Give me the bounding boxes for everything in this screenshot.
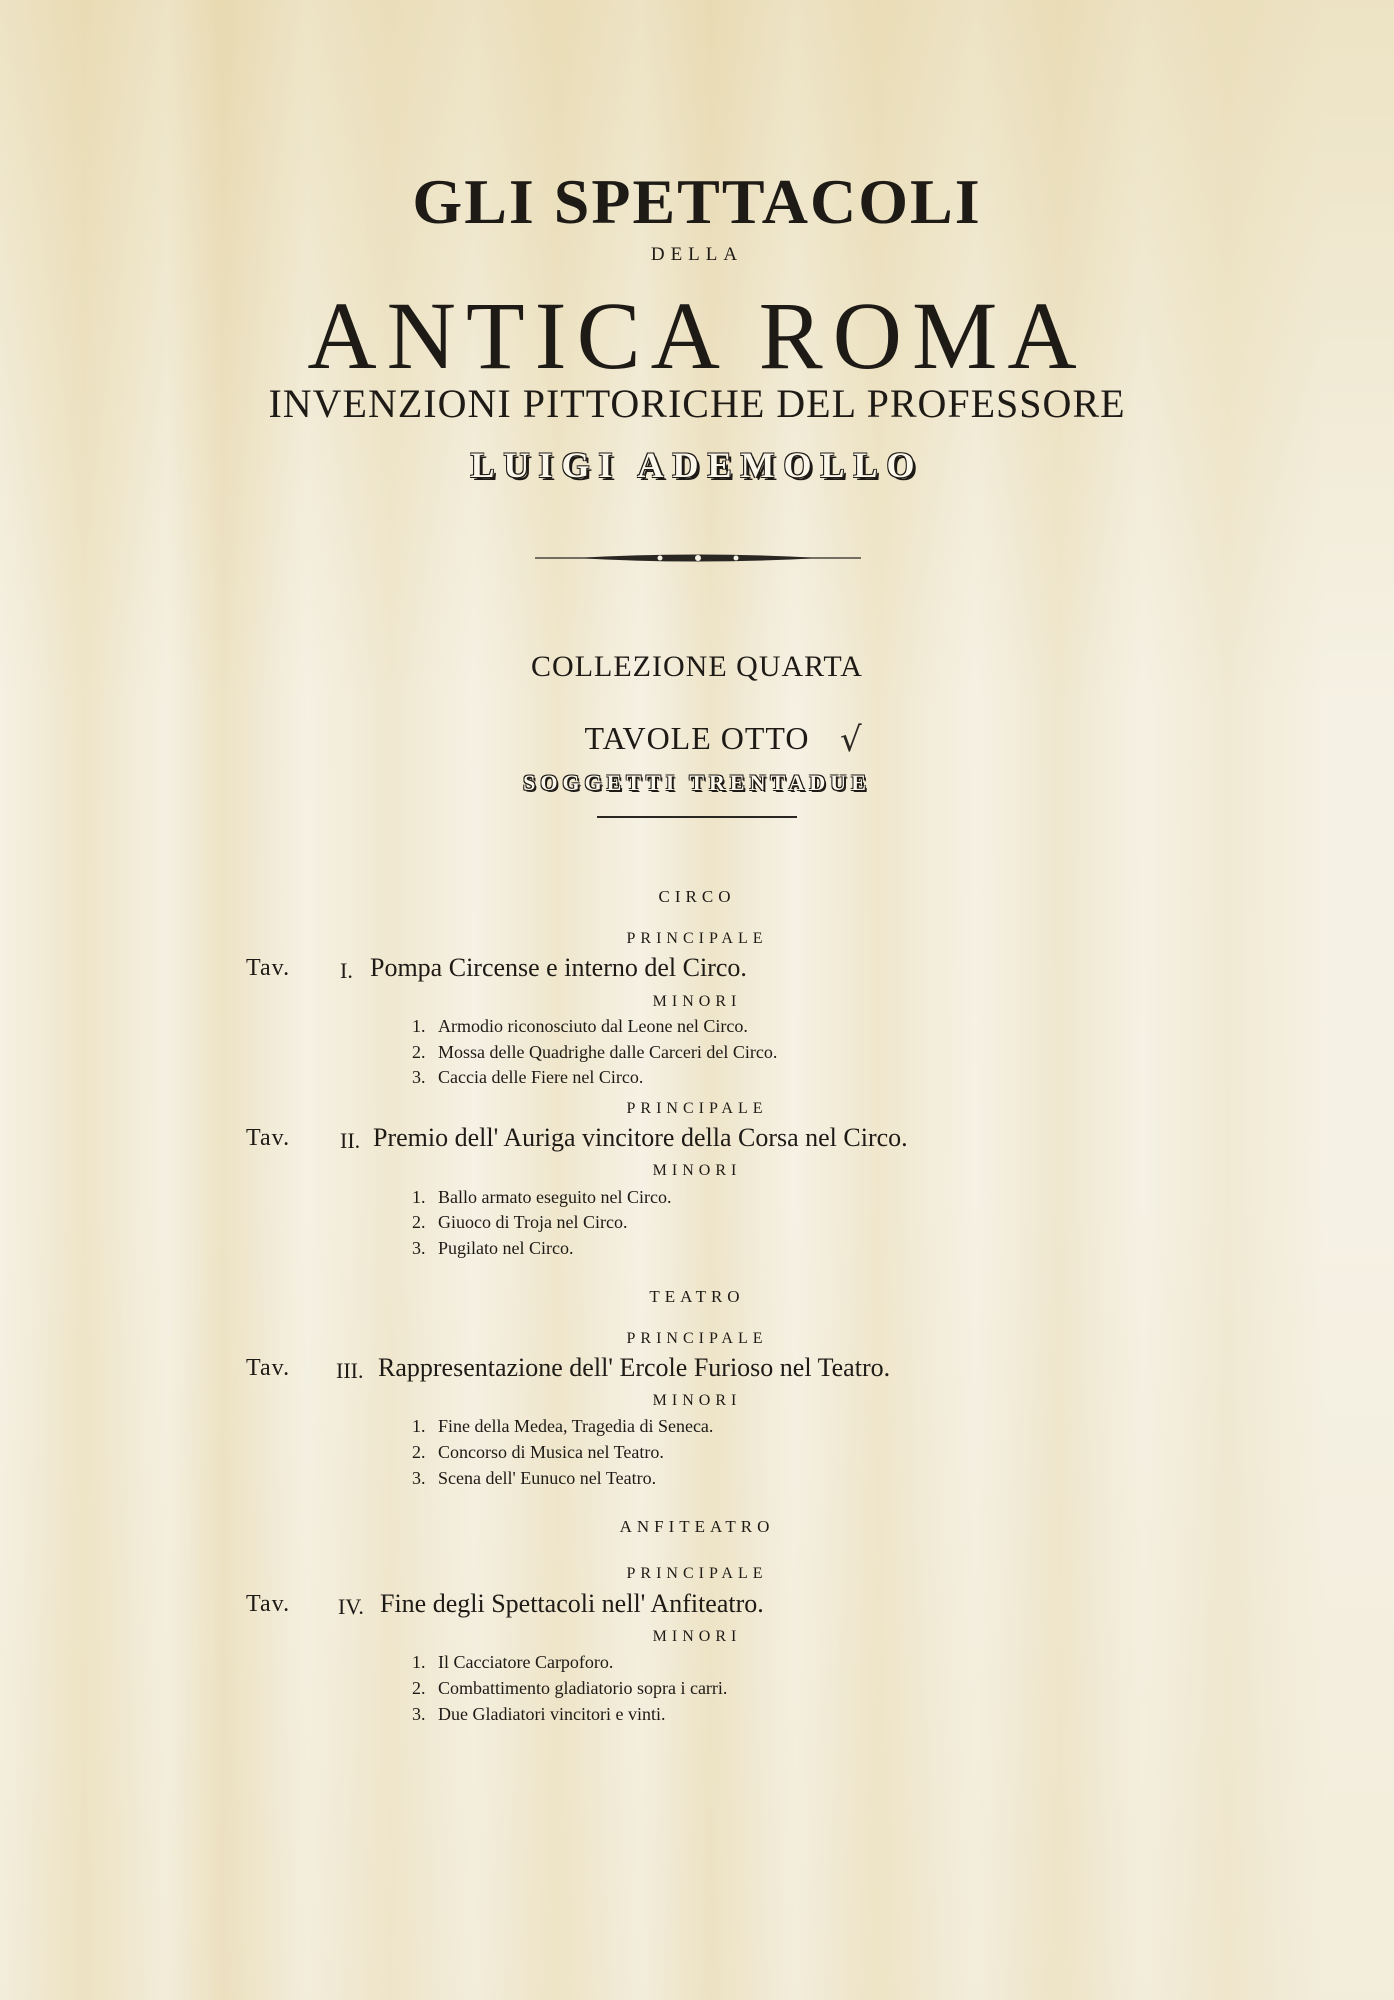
item-text: Combattimento gladiatorio sopra i carri. bbox=[438, 1678, 728, 1698]
plate-title: Rappresentazione dell' Ercole Furioso nel Teatro. bbox=[378, 1353, 891, 1382]
plate-title: Premio dell' Auriga vincitore della Corsa nel Circo. bbox=[373, 1123, 908, 1152]
plate-numeral: I. bbox=[340, 958, 353, 983]
item-text: Armodio riconosciuto dal Leone nel Circo. bbox=[438, 1016, 748, 1036]
list-item bbox=[412, 1067, 643, 1088]
list-item bbox=[412, 1678, 727, 1699]
item-number: 2. bbox=[412, 1042, 426, 1062]
item-number: 2. bbox=[412, 1442, 426, 1462]
item-number: 3. bbox=[412, 1238, 426, 1258]
item-text: Due Gladiatori vincitori e vinti. bbox=[438, 1704, 666, 1724]
list-item bbox=[412, 1416, 713, 1437]
item-text: Concorso di Musica nel Teatro. bbox=[438, 1442, 664, 1462]
title-line-1: GLI SPETTACOLI bbox=[412, 166, 982, 237]
section-heading-teatro: TEATRO bbox=[649, 1287, 745, 1306]
item-number: 1. bbox=[412, 1416, 426, 1436]
principale-label: PRINCIPALE bbox=[626, 1100, 768, 1117]
list-item bbox=[412, 1704, 665, 1725]
list-item bbox=[412, 1212, 628, 1233]
item-number: 3. bbox=[412, 1704, 426, 1724]
collection-name: COLLEZIONE QUARTA bbox=[531, 650, 863, 683]
item-number: 3. bbox=[412, 1067, 426, 1087]
ornamental-divider-icon bbox=[535, 548, 861, 568]
plate-title: Fine degli Spettacoli nell' Anfiteatro. bbox=[380, 1589, 764, 1618]
list-item bbox=[412, 1468, 656, 1489]
tav-label: Tav. bbox=[246, 955, 291, 981]
item-text: Pugilato nel Circo. bbox=[438, 1238, 574, 1258]
principale-label: PRINCIPALE bbox=[626, 1330, 768, 1347]
list-item bbox=[412, 1016, 748, 1037]
list-item bbox=[412, 1187, 671, 1208]
item-number: 2. bbox=[412, 1678, 426, 1698]
tav-label: Tav. bbox=[246, 1125, 291, 1151]
plate-title: Pompa Circense e interno del Circo. bbox=[370, 953, 747, 982]
section-heading-anfiteatro: ANFITEATRO bbox=[619, 1517, 775, 1536]
section-heading-circo: CIRCO bbox=[658, 887, 736, 906]
list-item bbox=[412, 1042, 777, 1063]
item-text: Caccia delle Fiere nel Circo. bbox=[438, 1067, 644, 1087]
plate-numeral: IV. bbox=[338, 1594, 364, 1619]
list-item bbox=[412, 1442, 664, 1463]
item-number: 1. bbox=[412, 1187, 426, 1207]
title-connector: DELLA bbox=[650, 244, 744, 265]
item-text: Mossa delle Quadrighe dalle Carceri del Circo. bbox=[438, 1042, 778, 1062]
check-mark-icon: √ bbox=[840, 720, 862, 760]
subjects-count: SOGGETTI TRENTADUE bbox=[523, 770, 871, 795]
minori-label: MINORI bbox=[652, 1628, 742, 1645]
principale-label: PRINCIPALE bbox=[626, 930, 768, 947]
list-item bbox=[412, 1652, 613, 1673]
tav-label: Tav. bbox=[246, 1591, 291, 1617]
item-number: 1. bbox=[412, 1652, 426, 1672]
short-rule bbox=[597, 816, 797, 818]
minori-label: MINORI bbox=[652, 993, 742, 1010]
author-name: LUIGI ADEMOLLO bbox=[470, 445, 924, 485]
minori-label: MINORI bbox=[652, 1162, 742, 1179]
plate-numeral: III. bbox=[336, 1358, 364, 1383]
item-number: 3. bbox=[412, 1468, 426, 1488]
principale-label: PRINCIPALE bbox=[626, 1565, 768, 1582]
tav-label: Tav. bbox=[246, 1355, 291, 1381]
plates-count: TAVOLE OTTO bbox=[584, 720, 810, 756]
list-item bbox=[412, 1238, 573, 1259]
item-text: Scena dell' Eunuco nel Teatro. bbox=[438, 1468, 657, 1488]
minori-label: MINORI bbox=[652, 1392, 742, 1409]
subtitle: INVENZIONI PITTORICHE DEL PROFESSORE bbox=[268, 381, 1126, 426]
item-number: 2. bbox=[412, 1212, 426, 1232]
item-text: Giuoco di Troja nel Circo. bbox=[438, 1212, 628, 1232]
item-text: Fine della Medea, Tragedia di Seneca. bbox=[438, 1416, 714, 1436]
item-text: Il Cacciatore Carpoforo. bbox=[438, 1652, 614, 1672]
item-number: 1. bbox=[412, 1016, 426, 1036]
item-text: Ballo armato eseguito nel Circo. bbox=[438, 1187, 672, 1207]
plate-numeral: II. bbox=[340, 1128, 361, 1153]
title-line-2: ANTICA ROMA bbox=[307, 282, 1087, 389]
